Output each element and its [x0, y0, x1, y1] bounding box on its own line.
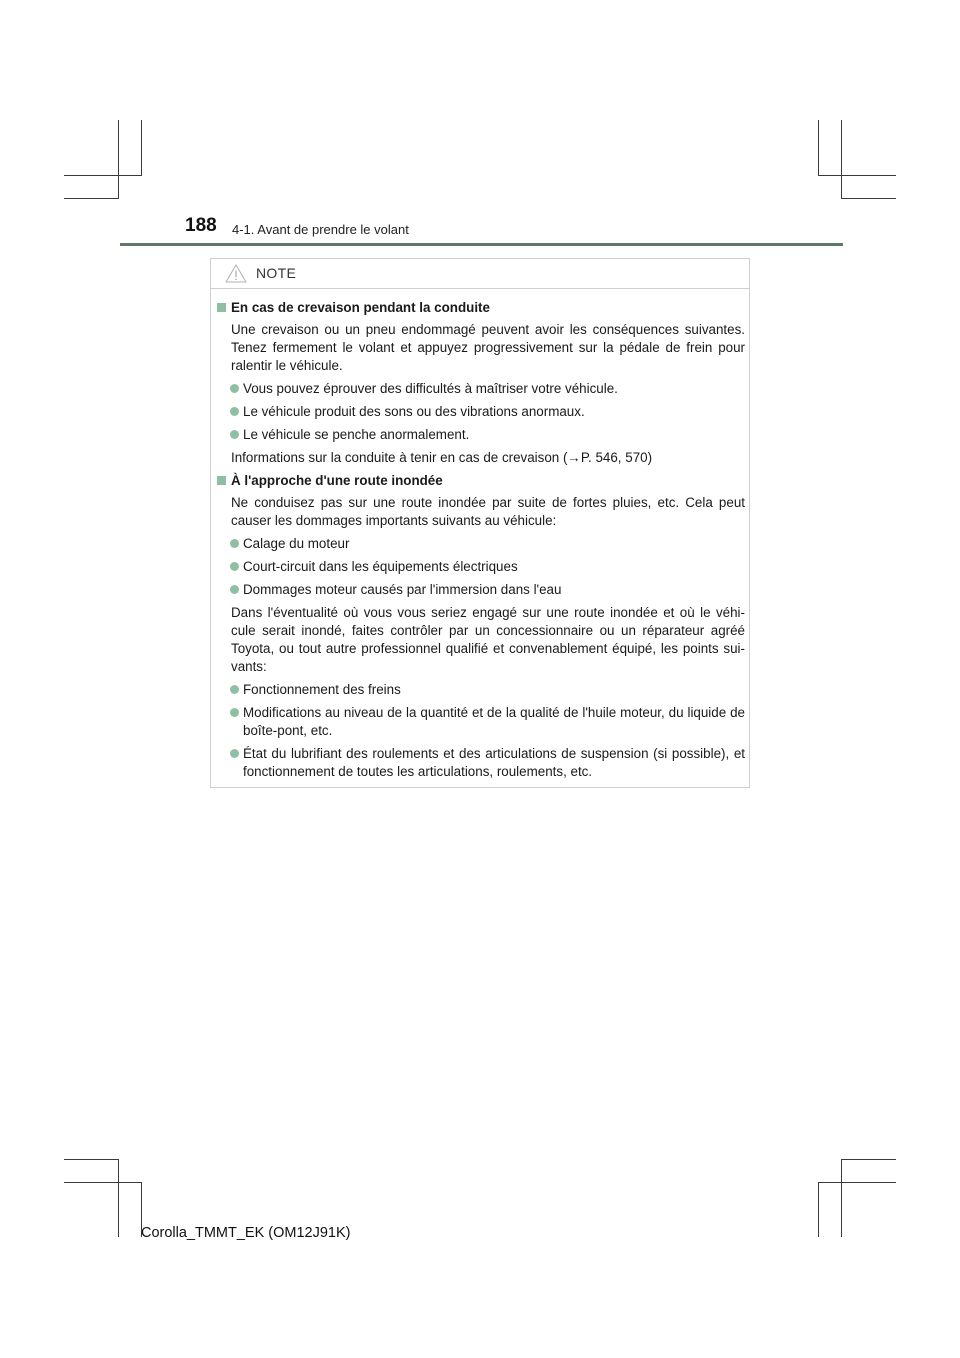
list-item [217, 426, 745, 444]
circle-bullet-icon [230, 708, 239, 717]
paragraph: Dans l'éventualité où vous vous seriez engagé sur une route inondée et où le véhi-cule serait inondé, faites contrôler par un concessionnaire ou un réparateur agréé Toyota, ou tout autre professionnel qualifié et convenablement équipé, les points sui-vants: [231, 605, 745, 674]
crop-mark [841, 1159, 842, 1237]
section-title: 4-1. Avant de prendre le volant [232, 222, 409, 237]
crop-mark [64, 1159, 119, 1160]
circle-bullet-icon [230, 685, 239, 694]
crop-mark [818, 1182, 896, 1183]
list-item-text: Le véhicule se penche anormalement. [243, 427, 470, 442]
list-item-text: Calage du moteur [243, 536, 350, 551]
circle-bullet-icon [230, 585, 239, 594]
square-bullet-icon [217, 476, 226, 485]
warning-triangle-icon [225, 264, 247, 283]
page-number: 188 [185, 215, 217, 236]
note-box [210, 258, 750, 788]
crop-mark [841, 120, 842, 198]
circle-bullet-icon [230, 430, 239, 439]
paragraph: Une crevaison ou un pneu endommagé peuvent avoir les conséquences suivantes. Tenez fermement le volant et appuyez progressivement sur la pédale de frein pour ralentir le véhicule. [231, 322, 745, 373]
crop-mark [818, 175, 896, 176]
section-heading [217, 299, 745, 317]
circle-bullet-icon [230, 562, 239, 571]
list-item-text: Fonctionnement des freins [243, 682, 401, 697]
list-item [217, 581, 745, 599]
list-item [217, 681, 745, 699]
note-title: NOTE [256, 265, 297, 281]
list-item [217, 403, 745, 421]
list-item [217, 535, 745, 553]
crop-mark [64, 198, 119, 199]
crop-mark [841, 1159, 896, 1160]
list-item-text: Modifications au niveau de la quantité et de la qualité de l'huile moteur, du liquide de boîte-pont, etc. [243, 705, 745, 738]
note-body [217, 299, 745, 786]
crop-mark [118, 120, 119, 198]
crop-mark [141, 120, 142, 175]
document-id: Corolla_TMMT_EK (OM12J91K) [141, 1225, 351, 1241]
paragraph: Ne conduisez pas sur une route inondée par suite de fortes pluies, etc. Cela peut causer les dommages importants suivants au véhicule: [231, 495, 745, 528]
circle-bullet-icon [230, 407, 239, 416]
list-item-text: Vous pouvez éprouver des difficultés à maîtriser votre véhicule. [243, 381, 618, 396]
circle-bullet-icon [230, 539, 239, 548]
list-item-text: Le véhicule produit des sons ou des vibrations anormaux. [243, 404, 585, 419]
crop-mark [64, 1182, 142, 1183]
crop-mark [64, 175, 142, 176]
list-item-text: État du lubrifiant des roulements et des articulations de suspension (si possible), et fonctionnement de toutes les articulations, roulements, etc. [243, 746, 745, 779]
list-item [217, 745, 745, 781]
heading-text: En cas de crevaison pendant la conduite [231, 300, 490, 315]
list-item [217, 704, 745, 740]
crop-mark [818, 120, 819, 175]
circle-bullet-icon [230, 384, 239, 393]
list-item [217, 380, 745, 398]
circle-bullet-icon [230, 749, 239, 758]
crop-mark [118, 1159, 119, 1237]
note-header [211, 259, 749, 289]
square-bullet-icon [217, 303, 226, 312]
crop-mark [841, 198, 896, 199]
crop-mark [818, 1182, 819, 1237]
list-item-text: Court-circuit dans les équipements électriques [243, 559, 518, 574]
paragraph: Informations sur la conduite à tenir en cas de crevaison (→P. 546, 570) [231, 450, 653, 465]
heading-text: À l'approche d'une route inondée [231, 473, 443, 488]
header-rule [120, 243, 843, 246]
section-heading [217, 472, 745, 490]
list-item [217, 558, 745, 576]
list-item-text: Dommages moteur causés par l'immersion dans l'eau [243, 582, 562, 597]
